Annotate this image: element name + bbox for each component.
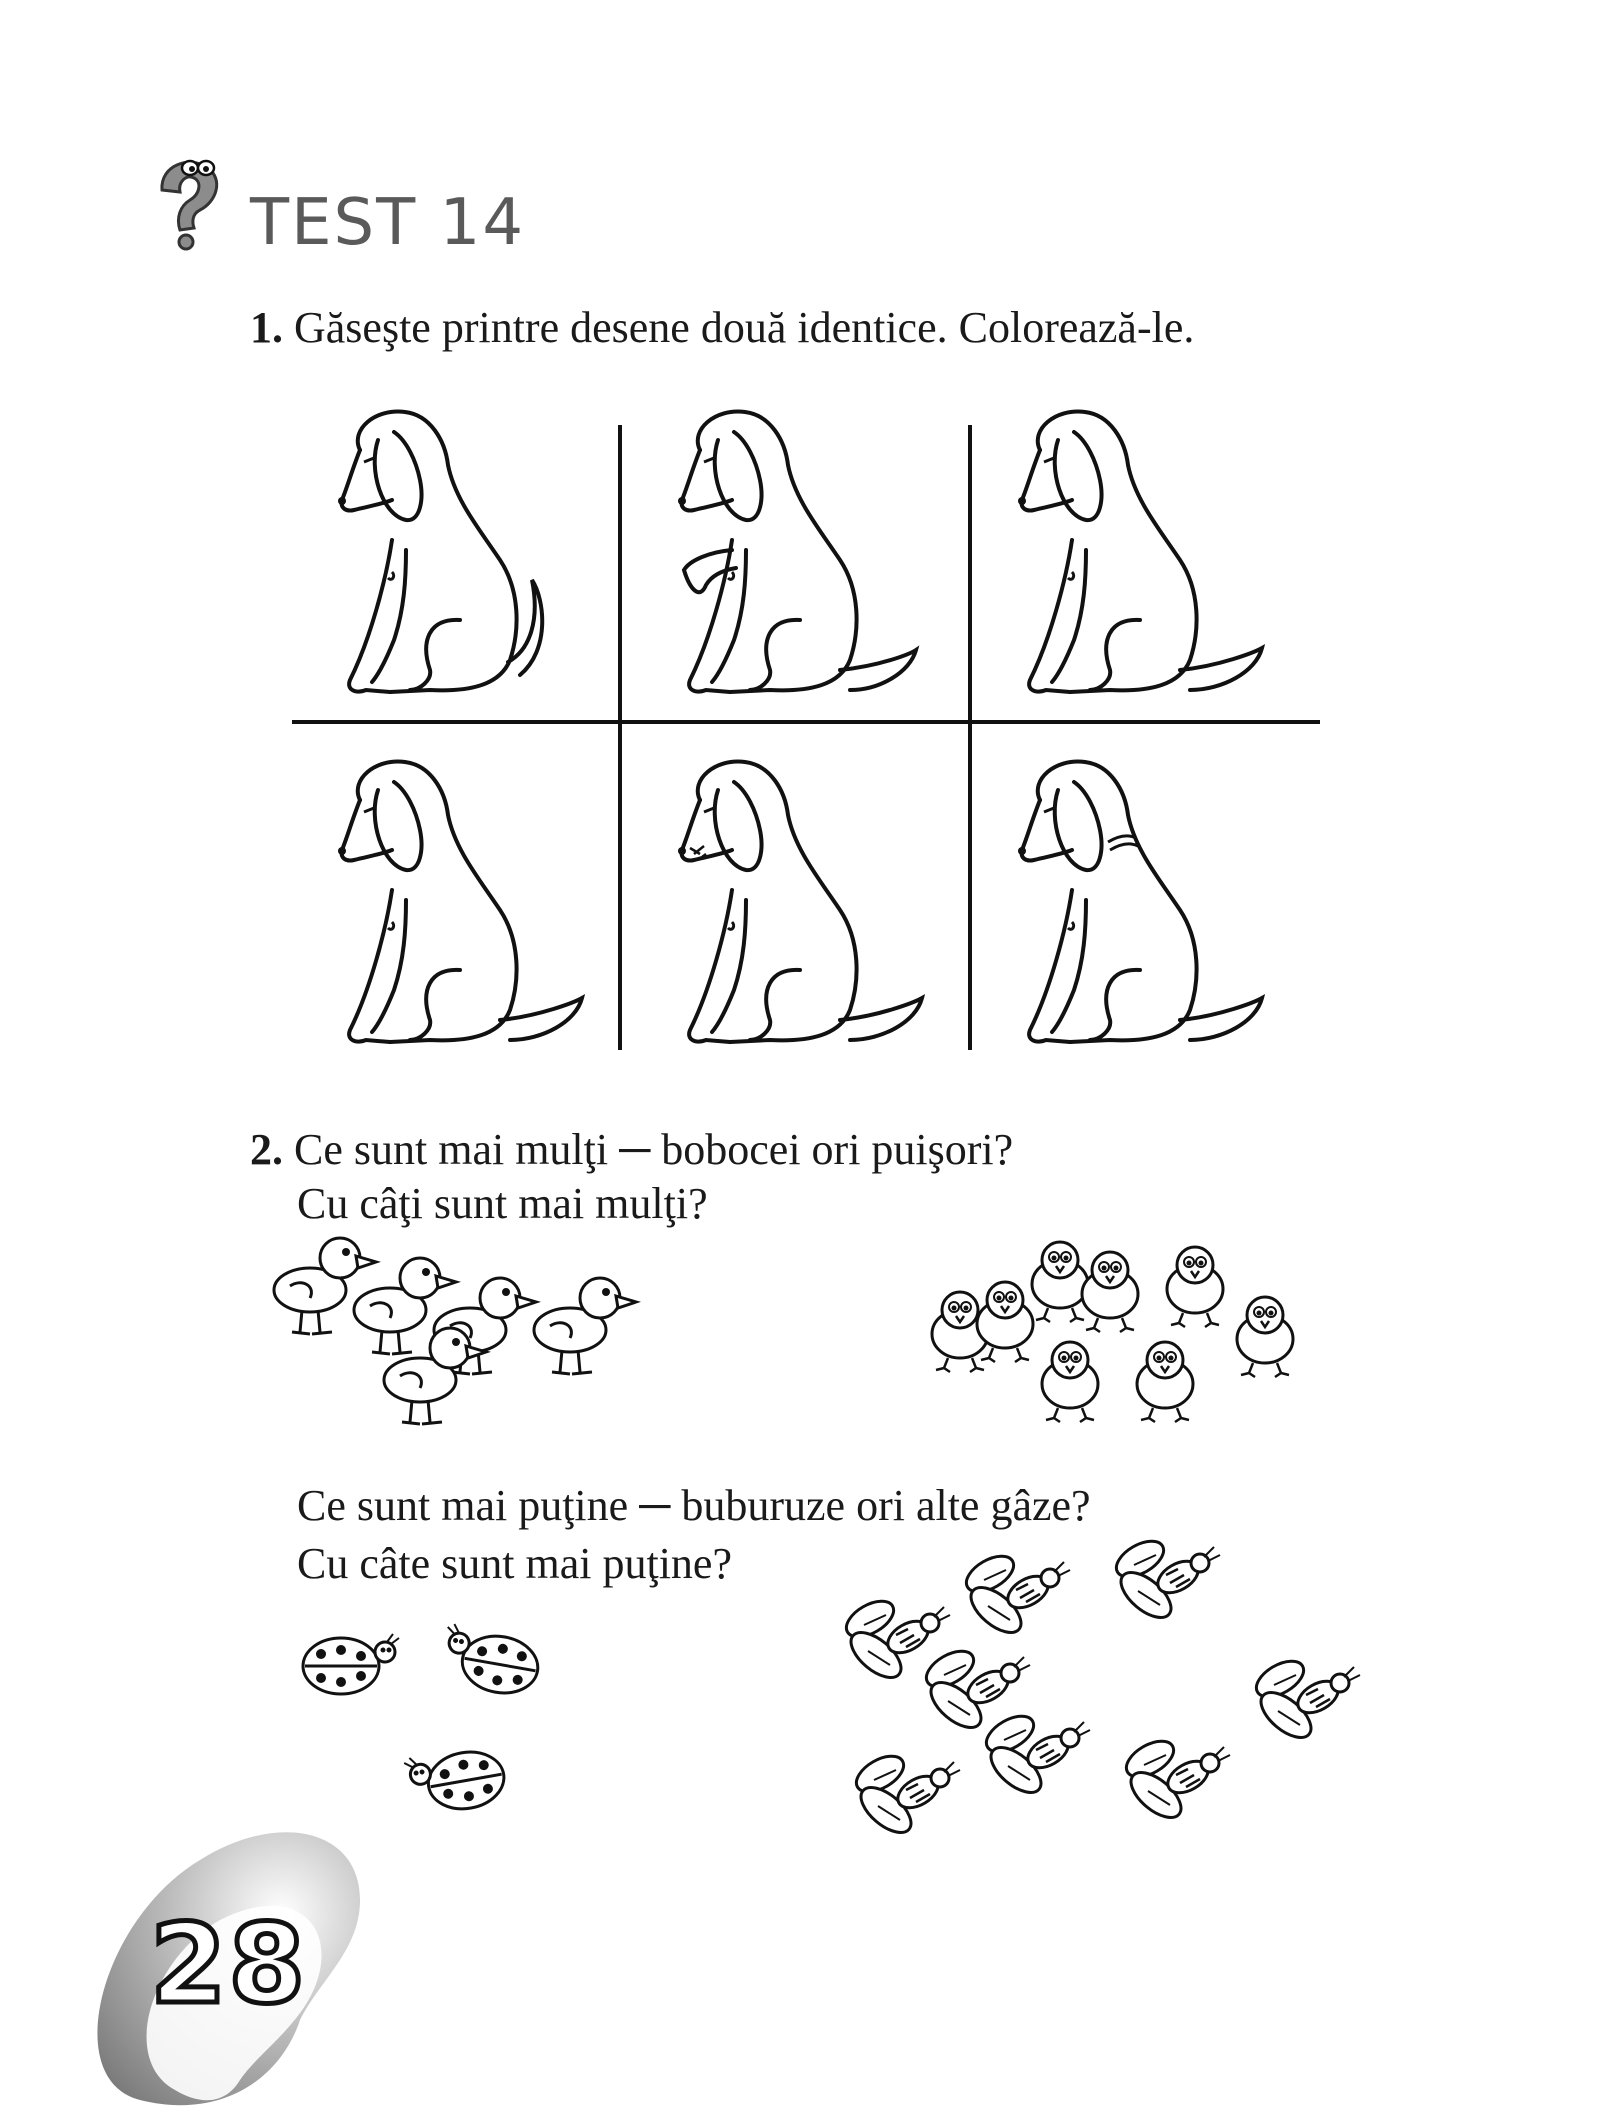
ladybugs-group [295,1620,575,1850]
exercise-2-number: 2. [250,1125,283,1174]
page-number: 28 [150,1900,308,2028]
bug[interactable] [850,1749,960,1841]
dog-grid [290,400,1320,1060]
bug[interactable] [1110,1534,1220,1626]
exercise-2-question [250,1122,1013,1178]
ladybug[interactable] [303,1634,399,1694]
ladybug[interactable] [438,1623,543,1699]
chick[interactable] [1042,1342,1098,1422]
exercise-2-subquestion: Cu câţi sunt mai mulţi? [297,1179,708,1228]
exercise-1-text: Găseşte printre desene două identice. Colorează-le. [294,303,1195,352]
chick[interactable] [1237,1297,1293,1377]
bug[interactable] [1120,1734,1230,1826]
chick[interactable] [1167,1247,1223,1327]
duckling[interactable] [534,1278,636,1374]
exercise-1-number: 1. [250,303,283,352]
chick[interactable] [1032,1242,1088,1322]
chick[interactable] [1137,1342,1193,1422]
test-title: TEST 14 [250,186,526,260]
bugs-group [840,1535,1380,1885]
bug[interactable] [980,1709,1090,1801]
question-mark-icon [150,150,240,260]
dog-drawing[interactable] [338,412,542,692]
exercise-2-text: Ce sunt mai mulţi ─ bobocei ori puişori? [294,1125,1014,1174]
ducklings-group [270,1230,690,1440]
exercise-2-subquestion-bugs: Cu câte sunt mai puţine? [297,1539,732,1588]
dog-drawing[interactable] [678,412,916,692]
dog-drawing[interactable] [338,762,582,1042]
bug[interactable] [960,1549,1070,1641]
dog-drawing[interactable] [678,762,922,1042]
chick[interactable] [1082,1252,1138,1332]
dog-drawing[interactable] [1018,412,1262,692]
dog-drawing[interactable] [1018,762,1262,1042]
chick[interactable] [977,1282,1033,1362]
exercise-2-question-bugs: Ce sunt mai puţine ─ buburuze ori alte gâze? [297,1481,1091,1530]
ladybug[interactable] [403,1742,508,1818]
chicks-group [930,1240,1320,1440]
exercise-1-instruction [250,300,1194,356]
bug[interactable] [1250,1654,1360,1746]
